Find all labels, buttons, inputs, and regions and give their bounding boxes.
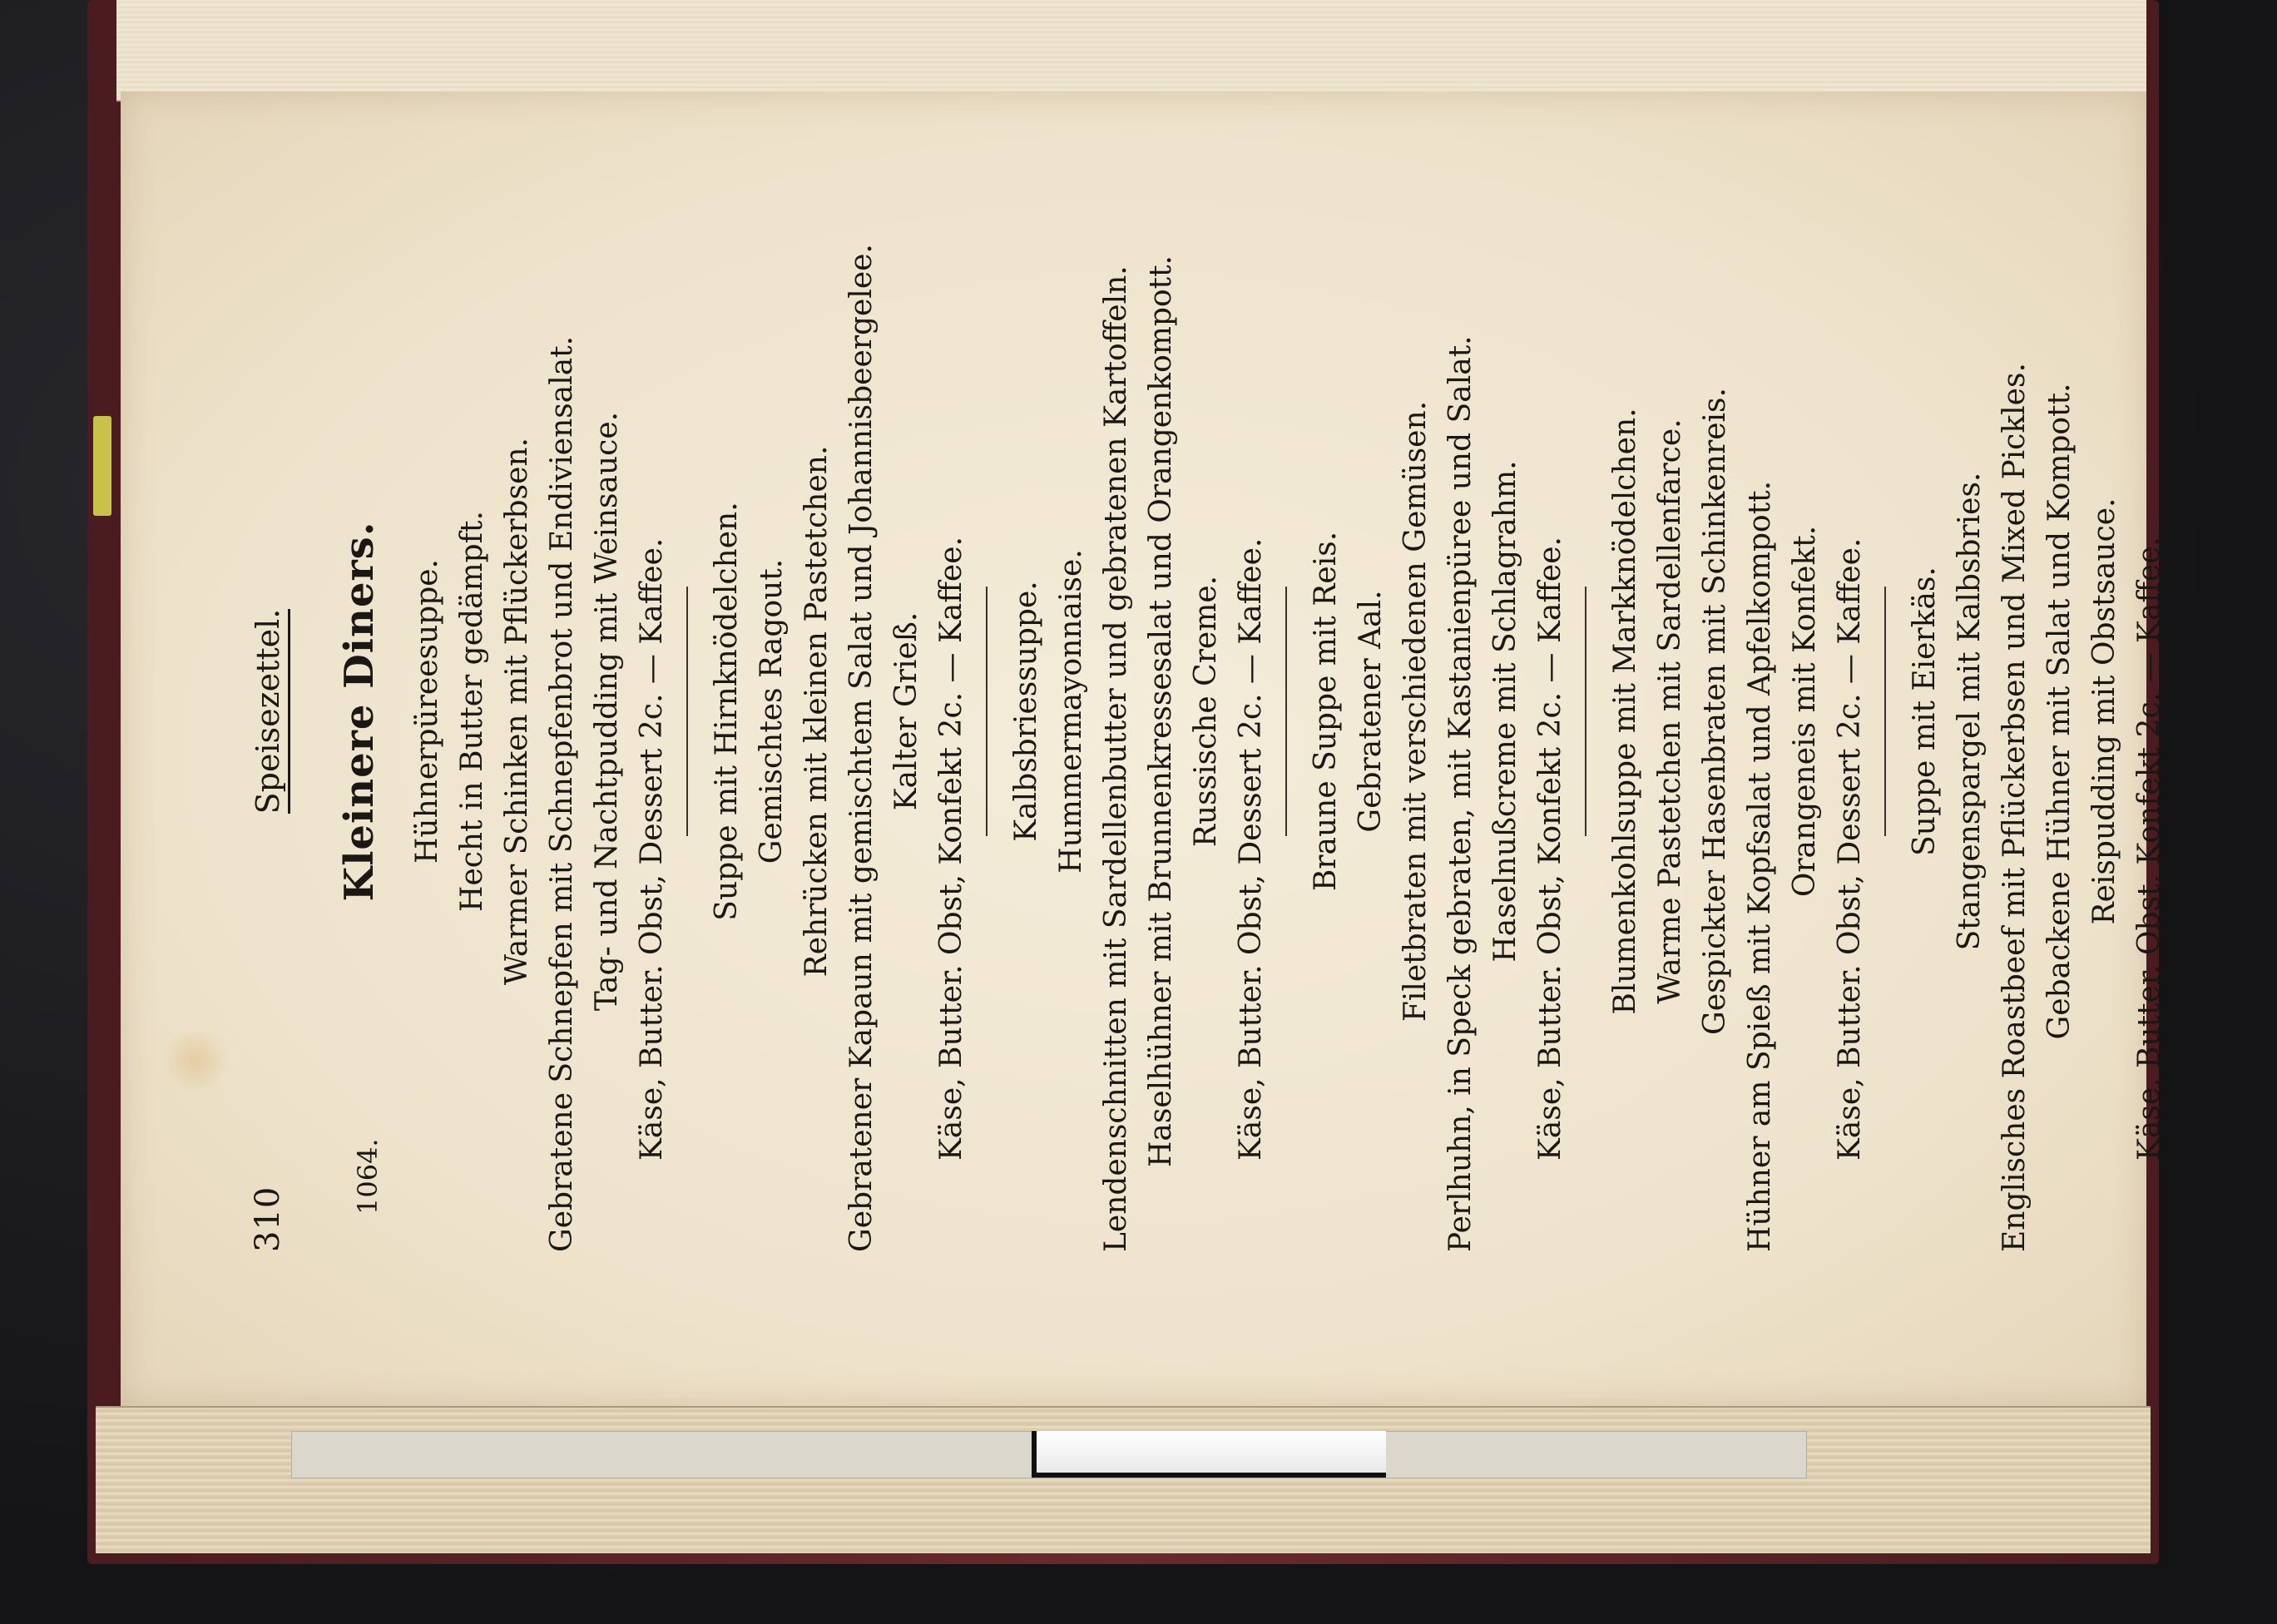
menu-line: Gebackene Hühner mit Salat und Kompott.: [2042, 383, 2077, 1040]
divider: [1285, 587, 1287, 836]
menu-6: [1903, 171, 2172, 1252]
menu-line: Gebratener Aal.: [1354, 590, 1388, 833]
menu-line: Filetbraten mit verschiedenen Gemüsen.: [1398, 400, 1433, 1022]
menu-3: [1004, 171, 1274, 1252]
bookmark-ribbon: [93, 416, 111, 516]
divider: [1585, 587, 1586, 836]
menu-line: Gebratene Schnepfen mit Schnepfenbrot und Endiviensalat.: [545, 335, 579, 1252]
menu-line: Russische Creme.: [1189, 575, 1223, 848]
menu-1: [405, 171, 675, 1252]
menu-line: Perlhuhn, in Speck gebraten, mit Kastanienpüree und Salat.: [1443, 335, 1478, 1252]
menu-line: Gebratener Kapaun mit gemischtem Salat und Johannisbeergelee.: [844, 244, 879, 1252]
section-heading: [337, 171, 398, 1252]
menu-line: Käse, Butter. Obst, Konfekt 2c. — Kaffee.: [1533, 537, 1567, 1161]
page-header: [245, 171, 304, 1252]
menu-line: Suppe mit Hirnknödelchen.: [710, 502, 744, 921]
page-edges-top: [116, 0, 2146, 102]
page-edges-bottom: [96, 1406, 2151, 1553]
menu-line: Käse, Butter. Obst, Konfekt 2c. — Kaffee.: [934, 537, 968, 1161]
menu-line: Haselhühner mit Brunnenkressesalat und Orangenkompott.: [1144, 255, 1178, 1168]
menu-line: Suppe mit Eierkäs.: [1908, 567, 1942, 856]
menu-line: Braune Suppe mit Reis.: [1309, 531, 1343, 892]
menu-line: Käse, Butter. Obst, Konfekt 2c. — Kaffee.: [2132, 537, 2166, 1161]
menu-line: Hecht in Butter gedämpft.: [455, 511, 489, 912]
menu-5: [1603, 171, 1873, 1252]
menu-line: Tag- und Nachtpudding mit Weinsauce.: [590, 411, 624, 1012]
menu-line: Käse, Butter. Obst, Dessert 2c. — Kaffee.: [1833, 537, 1867, 1161]
section-number: 1064.: [352, 1138, 384, 1215]
page-text: [245, 171, 2166, 1252]
menu-2: [705, 171, 974, 1252]
menu-4: [1304, 171, 1573, 1252]
page-stain: [158, 1032, 233, 1090]
divider: [986, 587, 988, 836]
menu-line: Reispudding mit Obstsauce.: [2087, 498, 2121, 925]
menu-line: Rehrücken mit kleinen Pastetchen.: [799, 445, 834, 978]
menu-line: Lendenschnitten mit Sardellenbutter und gebratenen Kartoffeln.: [1099, 265, 1133, 1252]
inserted-card: [1032, 1431, 1386, 1478]
menu-line: Orangeneis mit Konfekt.: [1788, 525, 1822, 898]
menu-line: Englisches Roastbeef mit Pflückerbsen und Mixed Pickles.: [1997, 363, 2032, 1252]
menu-line: Warmer Schinken mit Pflückerbsen.: [500, 437, 534, 986]
divider: [1884, 587, 1886, 836]
running-head: [245, 171, 290, 1252]
section-title: Kleinere Diners.: [336, 521, 383, 902]
menu-line: Hühnerpüreesuppe.: [410, 559, 444, 864]
running-head-text: Speisezettel.: [250, 609, 290, 814]
menu-line: Warme Pastetchen mit Sardellenfarce.: [1653, 418, 1687, 1004]
menu-line: Käse, Butter. Obst, Dessert 2c. — Kaffee.: [1234, 537, 1268, 1161]
menu-line: Haselnußcreme mit Schlagrahm.: [1488, 460, 1522, 963]
menu-line: Hummermayonnaise.: [1054, 549, 1088, 874]
menu-line: Hühner am Spieß mit Kopfsalat und Apfelkompott.: [1743, 480, 1777, 1252]
menu-line: Blumenkohlsuppe mit Markknödelchen.: [1608, 408, 1642, 1015]
menu-line: Käse, Butter. Obst, Dessert 2c. — Kaffee.: [635, 537, 669, 1161]
menu-line: Stangenspargel mit Kalbsbries.: [1953, 472, 1987, 951]
menu-line: Kalter Grieß.: [889, 611, 923, 811]
menu-line: Gemischtes Ragout.: [755, 558, 789, 864]
menu-line: Kalbsbriessuppe.: [1009, 581, 1043, 842]
page-number: 310: [249, 1186, 287, 1252]
divider: [686, 587, 688, 836]
menu-line: Gespickter Hasenbraten mit Schinkenreis.: [1698, 388, 1732, 1035]
